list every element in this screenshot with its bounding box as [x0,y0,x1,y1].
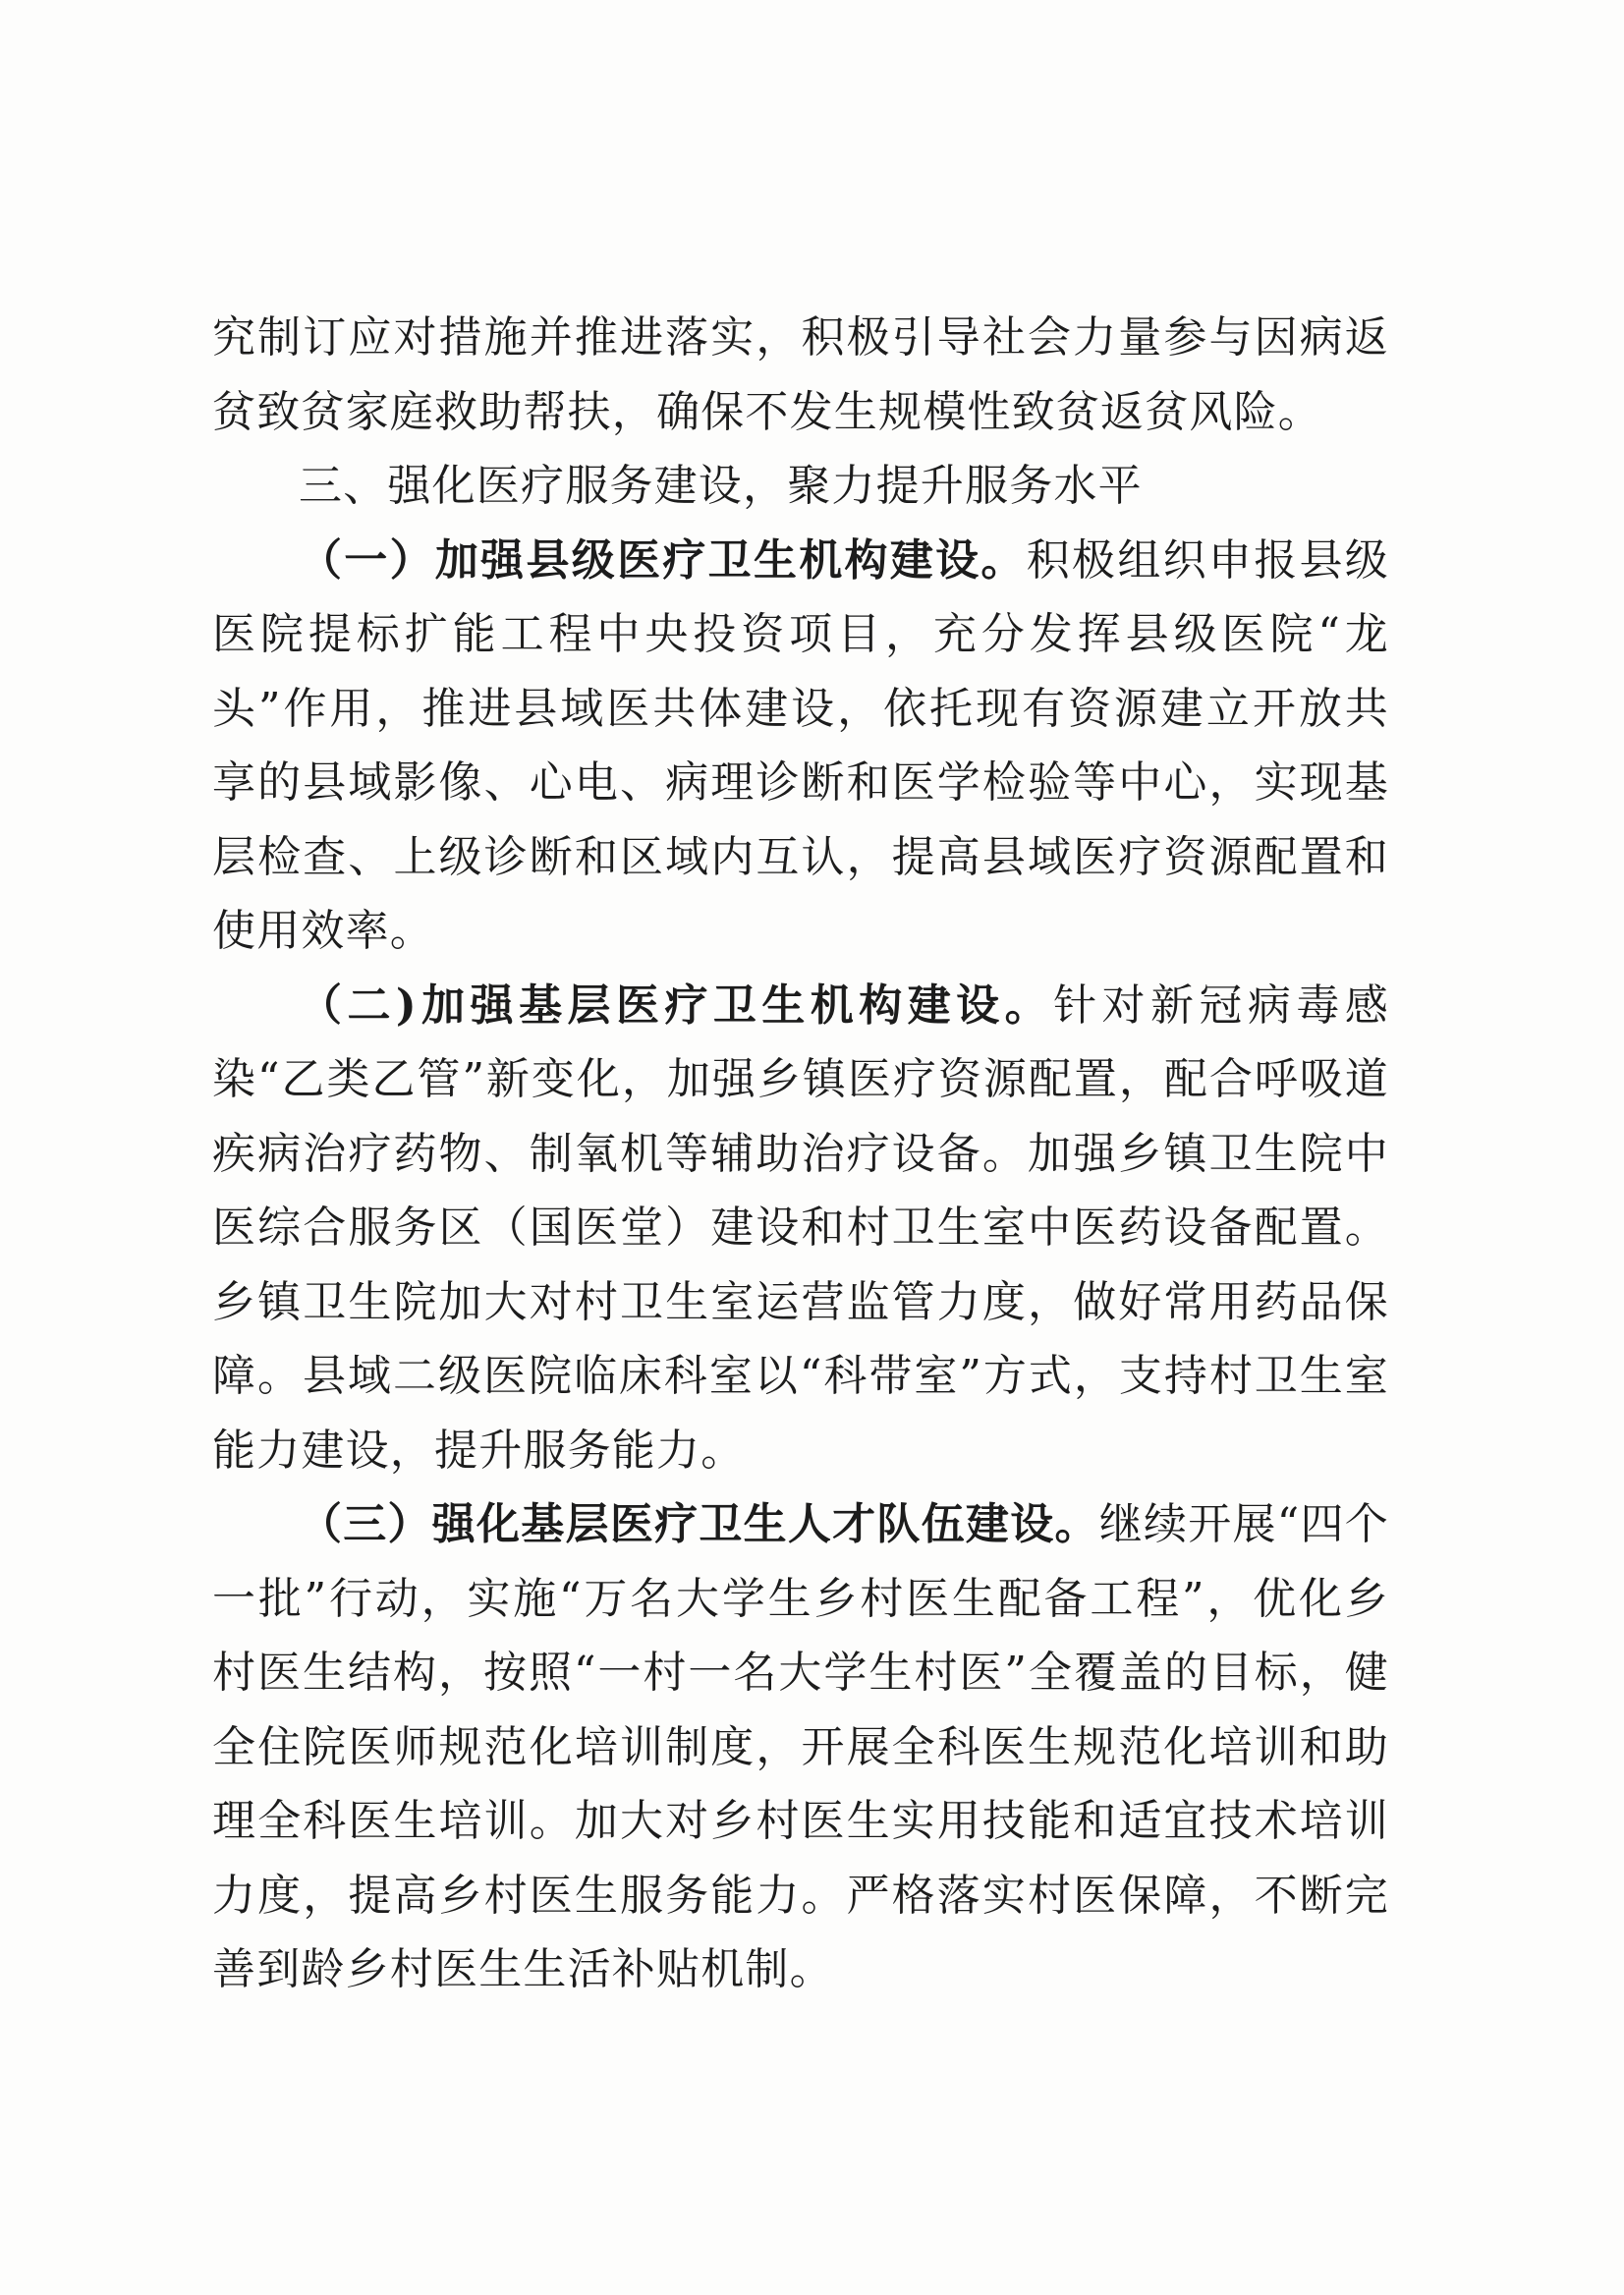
paragraph-item-2 [212,969,1389,1488]
continuation-paragraph: 究制订应对措施并推进落实，积极引导社会力量参与因病返贫致贫家庭救助帮扶，确保不发生规模性致贫返贫风险。 [212,312,1389,437]
paragraph-lead: （三）强化基层医疗卫生人才队伍建设。 [299,1499,1099,1549]
paragraph-lead: （一）加强县级医疗卫生机构建设。 [299,534,1027,586]
paragraph-item-3 [212,1487,1389,2007]
paragraph-body: 积极组织申报县级医院提标扩能工程中央投资项目，充分发挥县级医院“龙头”作用，推进县域医共体建设，依托现有资源建立开放共享的县域影像、心电、病理诊断和医学检验等中心，实现基层检查、上级诊断和区域内互认，提高县域医疗资源配置和使用效率。 [212,534,1389,956]
paragraph-lead: （二)加强基层医疗卫生机构建设。 [299,980,1054,1031]
section-heading: 三、强化医疗服务建设，聚力提升服务水平 [299,461,1143,511]
document-body [212,301,1389,2007]
paragraph-item-1 [212,524,1389,969]
paragraph-body: 继续开展“四个一批”行动，实施“万名大学生乡村医生配备工程”，优化乡村医生结构，按照“一村一名大学生村医”全覆盖的目标，健全住院医师规范化培训制度，开展全科医生规范化培训和助理全科医生培训。加大对乡村医生实用技能和适宜技术培训力度，提高乡村医生服务能力。严格落实村医保障，不断完善到龄乡村医生生活补贴机制。 [212,1499,1389,1994]
paragraph-body: 针对新冠病毒感染“乙类乙管”新变化，加强乡镇医疗资源配置，配合呼吸道疾病治疗药物、制氧机等辅助治疗设备。加强乡镇卫生院中医综合服务区（国医堂）建设和村卫生室中医药设备配置。乡镇卫生院加大对村卫生室运营监管力度，做好常用药品保障。县域二级医院临床科室以“科带室”方式，支持村卫生室能力建设，提升服务能力。 [212,980,1389,1476]
